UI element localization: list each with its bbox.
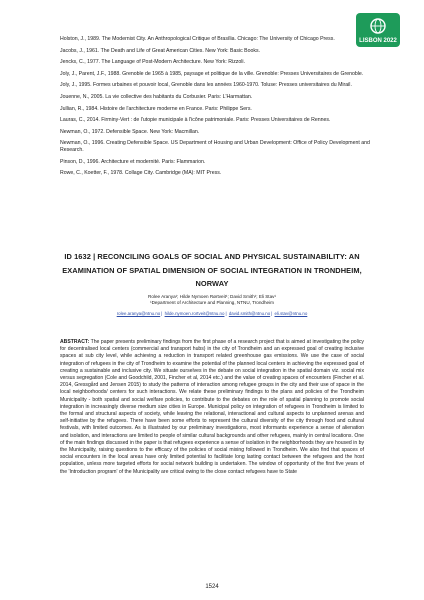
email-link[interactable]: rolee.aranya@ntnu.no xyxy=(116,311,161,316)
page-number: 1524 xyxy=(205,584,219,590)
email-link[interactable]: hilde.nymoen.rortveit@ntnu.no xyxy=(164,311,225,316)
author-emails: rolee.aranya@ntnu.no| hilde.nymoen.rortveit@ntnu.no| david.smith@ntnu.no| eli.stav@ntnu.no xyxy=(116,311,308,316)
reference-item: Rowe, C., Koetter, F., 1978. Collage City. Cambridge (MA): MIT Press. xyxy=(60,170,222,177)
reference-item: Lauras, C., 2014. Firminy-Vert : de l'utopie municipale à l'icône patrimoniale. Paris: Presses Universitaires de Rennes. xyxy=(60,117,331,124)
author-block xyxy=(60,294,364,306)
paper-title: ID 1632 | RECONCILING GOALS OF SOCIAL AND PHYSICAL SUSTAINABILITY: AN EXAMINATION OF SPATIAL DIMENSION OF SOCIAL INTEGRATION IN TRONDHEIM, NORWAY xyxy=(62,252,362,289)
author-names: Rolee Aranya¹; Hilde Nymoen Rørtveit¹; David Smith¹; Eli Stav¹ xyxy=(148,294,276,299)
reference-item: Joly, J., 1995. Formes urbaines et pouvoir local, Grenoble dans les années 1960-1970. Toluse: Presses universitaires du Mirail. xyxy=(60,82,352,89)
abstract-label: ABSTRACT: xyxy=(60,339,90,345)
abstract xyxy=(60,339,364,476)
reference-item: Jullian, R., 1984. Histoire de l'architecture moderne en France. Paris: Philippe Sers. xyxy=(60,105,252,112)
reference-item: Pinson, D., 1996. Architecture et modernité. Paris: Flammarion. xyxy=(60,158,206,165)
email-link[interactable]: eli.stav@ntnu.no xyxy=(274,311,308,316)
reference-item: Jouenne, N., 2005. La vie collective des habitants du Corbusier. Paris: L'Harmattan. xyxy=(60,93,253,100)
email-link[interactable]: david.smith@ntnu.no xyxy=(228,311,271,316)
reference-item: Newman, O., 1972. Defensible Space. New York: Macmillan. xyxy=(60,128,200,135)
reference-item: Jacobs, J., 1961. The Death and Life of Great American Cities. New York: Basic Books. xyxy=(60,47,261,54)
reference-list xyxy=(60,36,370,182)
logo-text: LISBON 2022 xyxy=(359,38,397,44)
author-affiliation: ¹Department of Architecture and Planning, NTNU, Trondheim xyxy=(150,299,274,305)
reference-item: Newman, O., 1996. Creating Defensible Space. US Department of Housing and Urban Development: Office of Policy Development and Research. xyxy=(60,140,370,153)
reference-item: Joly, J., Parent, J.F., 1988. Grenoble de 1965 à 1985, paysage et politique de la ville. Grenoble: Presses Universitaires de Grenoble. xyxy=(60,70,364,77)
reference-item: Holston, J., 1989. The Modernist City. An Anthropological Critique of Brasília. Chicago: The University of Chicago Press. xyxy=(60,36,335,42)
reference-item: Jencks, C., 1977. The Language of Post-Modern Architecture. New York: Rizzoli. xyxy=(60,59,246,66)
abstract-text: The paper presents preliminary findings from the first phase of a research project that is aimed at investigating the policy for decentralised local centers (commercial and transport hubs) in the city of Trondheim and an expressed goal of creating inclusive spaces at sub city level, while achieving a reduction in transport related greenhouse gas emissions. We use the case of social integration of refugees in the city of Trondheim to examine the potential of the planned local centers in achieving the expressed goal of creating a sustainable and inclusive city. We situate ourselves in the debate on social integration in the spatial domain viz. social mix versus segregation (Cole and Goodchild, 2001, Fincher et al, 2014 etc.) and the value of creating spaces of encounters (Fincher et al. 2014, Gressgård and Jensen 2015) to study the patterns of interaction among refugee groups in the city and their use of space in the local neighborhoods/ centers for such interactions. We relate these preliminary findings to the plans and policies of the Trondheim Municipality - both spatial and social welfare policies, to contribute to the debates on the role of spatial planning to promote social integration in increasingly diverse medium size cities in Europe. Municipal policy on integration of refugees in Trondheim is limited to the formal and structural aspects of society, while leaving the relational, interactional and cultural aspects to unplanned arenas and self-initiative by the refugees. There have been some efforts to represent the cultural diversity of the city through food and cultural festivals, with limited outcomes. As is illustrated by our preliminary investigations, most informants experience a sense of alienation and isolation, and interactions are limited to people of similar cultural backgrounds and other refugees, mainly in central locations. One of the main findings discussed in the paper is that refugees experience a sense of isolation in the neighborhoods they are housed in by the Municipality, raising questions to the efficacy of the policies of social mixing followed in Trondheim. We also find that spaces of social encounters in the local areas have only limited potential to facilitate long lasting contact between the refugees and the host population, unless more targeted efforts for social network building is undertaken. The window of opportunity of the first five years of the 'Introduction program' of the Municipality are critical owing to the close contact refugees have to State xyxy=(60,339,364,475)
